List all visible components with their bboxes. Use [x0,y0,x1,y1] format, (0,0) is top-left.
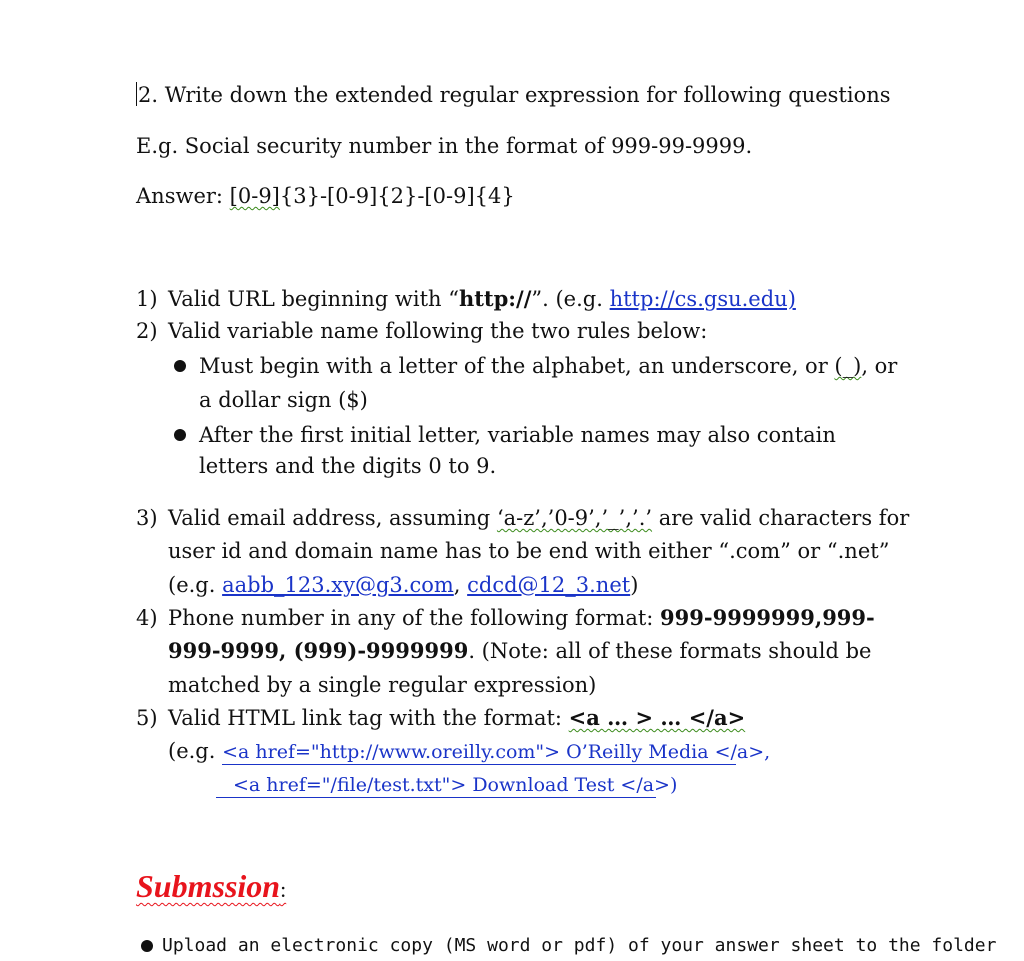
q3-separator: , [453,573,468,597]
q5-line1 [168,704,745,732]
bullet-icon [174,429,186,441]
q5-line2 [168,737,770,766]
q5-line3 [233,770,677,799]
q3-line2: user id and domain name has to be end with either “.com” or “.net” [168,539,890,563]
q1-text-b: ”. (e.g. [531,287,610,311]
q1-text [168,285,796,313]
q4-line2 [168,637,871,665]
q3-line3-c: ) [630,573,639,597]
q3-email-link-2[interactable]: cdcd@12_3.net [467,573,631,597]
q4-line1-b: 999-9999999,999- [660,605,875,630]
q4-line2-b: . (Note: all of these formats should be [468,639,872,663]
q1-text-a: Valid URL beginning with “ [168,287,459,311]
q5-line1-a: Valid HTML link tag with the format: [168,706,569,730]
q2-bullet1-text-a: Must begin with a letter of the alphabet, an underscore, or [199,354,835,378]
answer-label: Answer: [136,184,230,208]
answer-part-b: {3}-[0-9]{2}-[0-9]{4} [279,184,515,208]
q3-line1-a: Valid email address, assuming [168,506,497,530]
q2-bullet1-text-c: , or [861,354,898,378]
question-heading [136,81,891,109]
q1-bold: http:// [458,286,532,311]
heading-text: 2. Write down the extended regular expression for following questions [138,83,891,107]
q1-number: 1) [136,287,158,311]
q3-number: 3) [136,506,158,530]
q5-example-link-1[interactable]: <a href="http://www.oreilly.com"> O’Reilly Media </a>, [222,741,771,763]
submission-bullet-1: Upload an electronic copy (MS word or pdf) of your answer sheet to the folder [162,935,997,956]
q4-number: 4) [136,606,158,630]
submission-heading [136,868,286,905]
q2-text: Valid variable name following the two rules below: [168,319,708,343]
answer-line [136,182,515,210]
q3-line1 [168,504,909,532]
bullet-icon [141,940,153,952]
q4-line1-a: Phone number in any of the following format: [168,606,661,630]
q2-bullet2-line1: After the first initial letter, variable names may also contain [199,423,836,447]
text-cursor [136,82,137,106]
q5-example-link-2[interactable]: <a href="/file/test.txt"> Download Test </a>) [233,774,678,796]
q5-line1-b: <a … > … </a> [568,705,746,730]
q2-bullet1-text-b: (_) [834,354,862,378]
q1-link[interactable]: http://cs.gsu.edu) [609,287,796,311]
q3-line3 [168,571,638,599]
q5-line2-a: (e.g. [168,739,223,763]
q2-bullet2-line2: letters and the digits 0 to 9. [199,454,497,478]
q5-number: 5) [136,706,158,730]
answer-part-a: [0-9] [229,184,280,208]
q4-line2-a: 999-9999, (999)-9999999 [168,638,469,663]
q2-bullet1-line1 [199,352,897,380]
q2-number: 2) [136,319,158,343]
q5-link2-underline [216,797,656,798]
q3-email-link-1[interactable]: aabb_123.xy@g3.com [222,573,454,597]
bullet-icon [174,360,186,372]
q2-bullet1-line2: a dollar sign ($) [199,388,368,412]
submission-colon: : [280,877,287,902]
example-line: E.g. Social security number in the format of 999-99-9999. [136,134,753,158]
q4-line3: matched by a single regular expression) [168,673,597,697]
q5-link1-underline [222,764,736,765]
q3-line1-c: are valid characters for [652,506,910,530]
q4-line1 [168,604,875,632]
submission-title: Submssion [136,868,281,904]
q3-line3-a: (e.g. [168,573,223,597]
q3-line1-b: ‘a-z’,’0-9’,’_’,’.’ [496,506,653,530]
